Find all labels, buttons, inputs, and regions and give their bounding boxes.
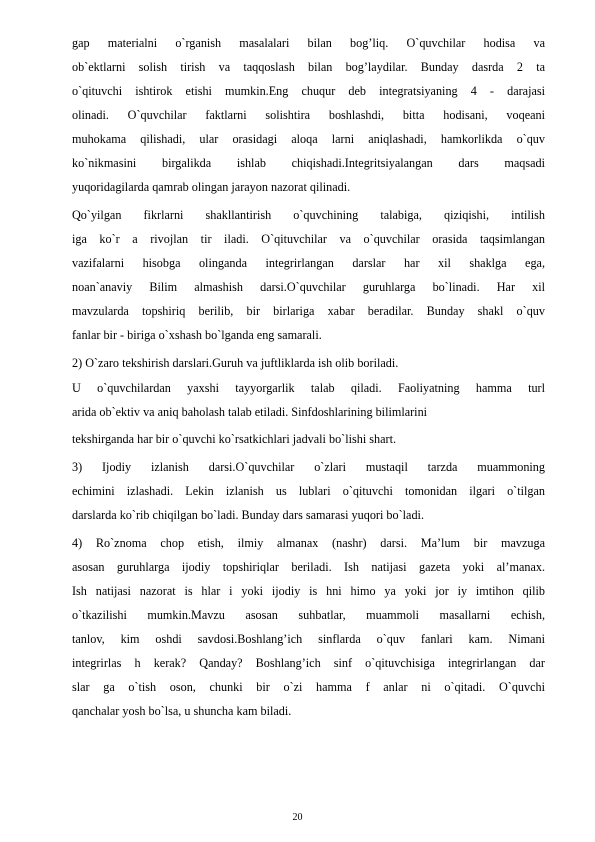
text-line: echimini izlashadi. Lekin izlanish us lublari o`qituvchi tomonidan ilgari o`tilgan: [72, 484, 545, 498]
text-line: qanchalar yosh bo`lsa, u shuncha kam biladi.: [72, 704, 292, 718]
text-line: ko`nikmasini birgalikda ishlab chiqishadi.Integritsiyalangan dars maqsadi: [72, 156, 545, 170]
text-line: gap materialni o`rganish masalalari bilan bog’liq. O`quvchilar hodisa va: [72, 36, 545, 50]
text-line: ob`ektlarni solish tirish va taqqoslash bilan bog’laydilar. Bunday dasrda 2 ta: [72, 60, 545, 74]
text-line: yuqoridagilarda qamrab olingan jarayon nazorat qilinadi.: [72, 180, 351, 194]
text-line: Qo`yilgan fikrlarni shakllantirish o`quvchining talabiga, qiziqishi, intilish: [72, 208, 545, 222]
text-line: U o`quvchilardan yaxshi tayyorgarlik talab qiladi. Faoliyatning hamma turl: [72, 381, 545, 395]
text-line: vazifalarni hisobga olinganda integrirlangan darslar har xil shaklga ega,: [72, 256, 545, 270]
text-line: tanlov, kim oshdi savdosi.Boshlang’ich sinflarda o`quv fanlari kam. Nimani: [72, 632, 545, 646]
text-line: 2) O`zaro tekshirish darslari.Guruh va juftliklarda ish olib boriladi.: [72, 356, 399, 370]
text-line: Ish natijasi nazorat is hlar i yoki ijodiy is hni himo ya yoki jor iy imtihon qilib: [72, 584, 545, 598]
text-line: darslarda ko`rib chiqilgan bo`ladi. Bunday dars samarasi yuqori bo`ladi.: [72, 508, 424, 522]
text-line: fanlar bir - biriga o`xshash bo`lganda eng samarali.: [72, 328, 322, 342]
text-line: o`tkazilishi mumkin.Mavzu asosan suhbatlar, muammoli masallarni echish,: [72, 608, 545, 622]
text-line: integrirlas h kerak? Qanday? Boshlang’ich sinf o`qituvchisiga integrirlangan dar: [72, 656, 545, 670]
text-line: tekshirganda har bir o`quvchi ko`rsatkichlari jadvali bo`lishi shart.: [72, 432, 397, 446]
text-line: slar ga o`tish oson, chunki bir o`zi hamma f anlar ni o`qitadi. O`quvchi: [72, 680, 545, 694]
text-line: noan`anaviy Bilim almashish darsi.O`quvchilar guruhlarga bo`linadi. Har xil: [72, 280, 545, 294]
text-line: asosan guruhlarga ijodiy topshiriqlar beriladi. Ish natijasi gazeta yoki al’manax.: [72, 560, 545, 574]
text-line: o`qituvchi ishtirok etishi mumkin.Eng chuqur deb integratsiyaning 4 - darajasi: [72, 84, 545, 98]
page-number: 20: [292, 812, 303, 823]
text-line: mavzularda topshiriq berilib, bir birlariga xabar beradilar. Bunday shakl o`quv: [72, 304, 545, 318]
text-line: 3) Ijodiy izlanish darsi.O`quvchilar o`zlari mustaqil tarzda muammoning: [72, 460, 545, 474]
text-line: 4) Ro`znoma chop etish, ilmiy almanax (nashr) darsi. Ma’lum bir mavzuga: [72, 536, 545, 550]
text-line: iga ko`r a rivojlan tir iladi. O`qituvchilar va o`quvchilar orasida taqsimlangan: [72, 232, 545, 246]
text-line: muhokama qilishadi, ular orasidagi aloqa larni aniqlashadi, hamkorlikda o`quv: [72, 132, 545, 146]
text-line: olinadi. O`quvchilar faktlarni solishtira boshlashdi, bitta hodisani, voqeani: [72, 108, 545, 122]
text-line: arida ob`ektiv va aniq baholash talab etiladi. Sinfdoshlarining bilimlarini: [72, 405, 428, 419]
